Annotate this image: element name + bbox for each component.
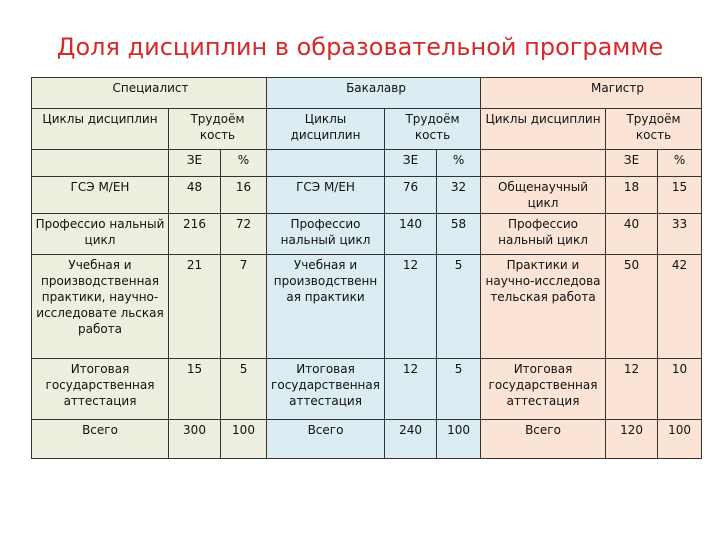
mag-pct-value: 33	[658, 214, 702, 255]
bak-blank-cell	[267, 150, 385, 177]
page-title: Доля дисциплин в образовательной программе	[56, 33, 664, 61]
spec-labor-header: Трудоём кость	[169, 109, 267, 150]
mag-blank-cell	[481, 150, 606, 177]
mag-cycles-header: Циклы дисциплин	[481, 109, 606, 150]
spec-cycle-name: Учебная и производственная практики, научно-исследовате льская работа	[32, 255, 169, 359]
spec-pct-value: 16	[221, 177, 267, 214]
spec-ze-value: 48	[169, 177, 221, 214]
bak-ze-value: 140	[385, 214, 437, 255]
mag-pct-value: 10	[658, 359, 702, 420]
spec-pct-value: 72	[221, 214, 267, 255]
disciplines-table	[31, 77, 702, 459]
mag-ze-value: 40	[606, 214, 658, 255]
spec-pct-total: 100	[221, 420, 267, 459]
bak-cycles-header: Циклы дисциплин	[267, 109, 385, 150]
bak-ze-header: ЗЕ	[385, 150, 437, 177]
spec-cycle-name: Профессио нальный цикл	[32, 214, 169, 255]
mag-pct-total: 100	[658, 420, 702, 459]
spec-cycle-name: ГСЭ М/ЕН	[32, 177, 169, 214]
spec-blank-cell	[32, 150, 169, 177]
mag-cycle-name: Итоговая государственная аттестация	[481, 359, 606, 420]
header-specialist: Специалист	[32, 78, 267, 109]
mag-ze-value: 12	[606, 359, 658, 420]
bak-cycle-name: ГСЭ М/ЕН	[267, 177, 385, 214]
spec-ze-total: 300	[169, 420, 221, 459]
mag-cycle-name: Общенаучный цикл	[481, 177, 606, 214]
bak-cycle-name: Профессио нальный цикл	[267, 214, 385, 255]
spec-cycle-name: Итоговая государственная аттестация	[32, 359, 169, 420]
mag-ze-value: 18	[606, 177, 658, 214]
mag-cycle-name: Профессио нальный цикл	[481, 214, 606, 255]
bak-pct-value: 5	[437, 359, 481, 420]
mag-ze-value: 50	[606, 255, 658, 359]
bak-total-label: Всего	[267, 420, 385, 459]
unit-row	[32, 150, 702, 177]
mag-labor-header: Трудоём кость	[606, 109, 702, 150]
spec-cycles-header: Циклы дисциплин	[32, 109, 169, 150]
table-row	[32, 255, 702, 359]
table-row	[32, 214, 702, 255]
spec-pct-value: 5	[221, 359, 267, 420]
bak-ze-value: 12	[385, 359, 437, 420]
spec-pct-header: %	[221, 150, 267, 177]
bak-ze-total: 240	[385, 420, 437, 459]
bak-ze-value: 12	[385, 255, 437, 359]
bak-pct-header: %	[437, 150, 481, 177]
table-row	[32, 359, 702, 420]
header-bachelor: Бакалавр	[267, 78, 481, 109]
bak-pct-total: 100	[437, 420, 481, 459]
bak-labor-header: Трудоём кость	[385, 109, 481, 150]
spec-ze-header: ЗЕ	[169, 150, 221, 177]
spec-ze-value: 21	[169, 255, 221, 359]
bak-cycle-name: Учебная и производственн ая практики	[267, 255, 385, 359]
spec-total-label: Всего	[32, 420, 169, 459]
mag-ze-header: ЗЕ	[606, 150, 658, 177]
bak-pct-value: 5	[437, 255, 481, 359]
mag-total-label: Всего	[481, 420, 606, 459]
header-master: Магистр	[481, 78, 702, 109]
group-header-row	[32, 78, 702, 109]
mag-pct-header: %	[658, 150, 702, 177]
spec-ze-value: 15	[169, 359, 221, 420]
mag-pct-value: 42	[658, 255, 702, 359]
spec-pct-value: 7	[221, 255, 267, 359]
total-row	[32, 420, 702, 459]
bak-cycle-name: Итоговая государственная аттестация	[267, 359, 385, 420]
mag-ze-total: 120	[606, 420, 658, 459]
subheader-row	[32, 109, 702, 150]
bak-pct-value: 32	[437, 177, 481, 214]
mag-pct-value: 15	[658, 177, 702, 214]
spec-ze-value: 216	[169, 214, 221, 255]
mag-cycle-name: Практики и научно-исследова тельская работа	[481, 255, 606, 359]
bak-pct-value: 58	[437, 214, 481, 255]
table-row	[32, 177, 702, 214]
bak-ze-value: 76	[385, 177, 437, 214]
